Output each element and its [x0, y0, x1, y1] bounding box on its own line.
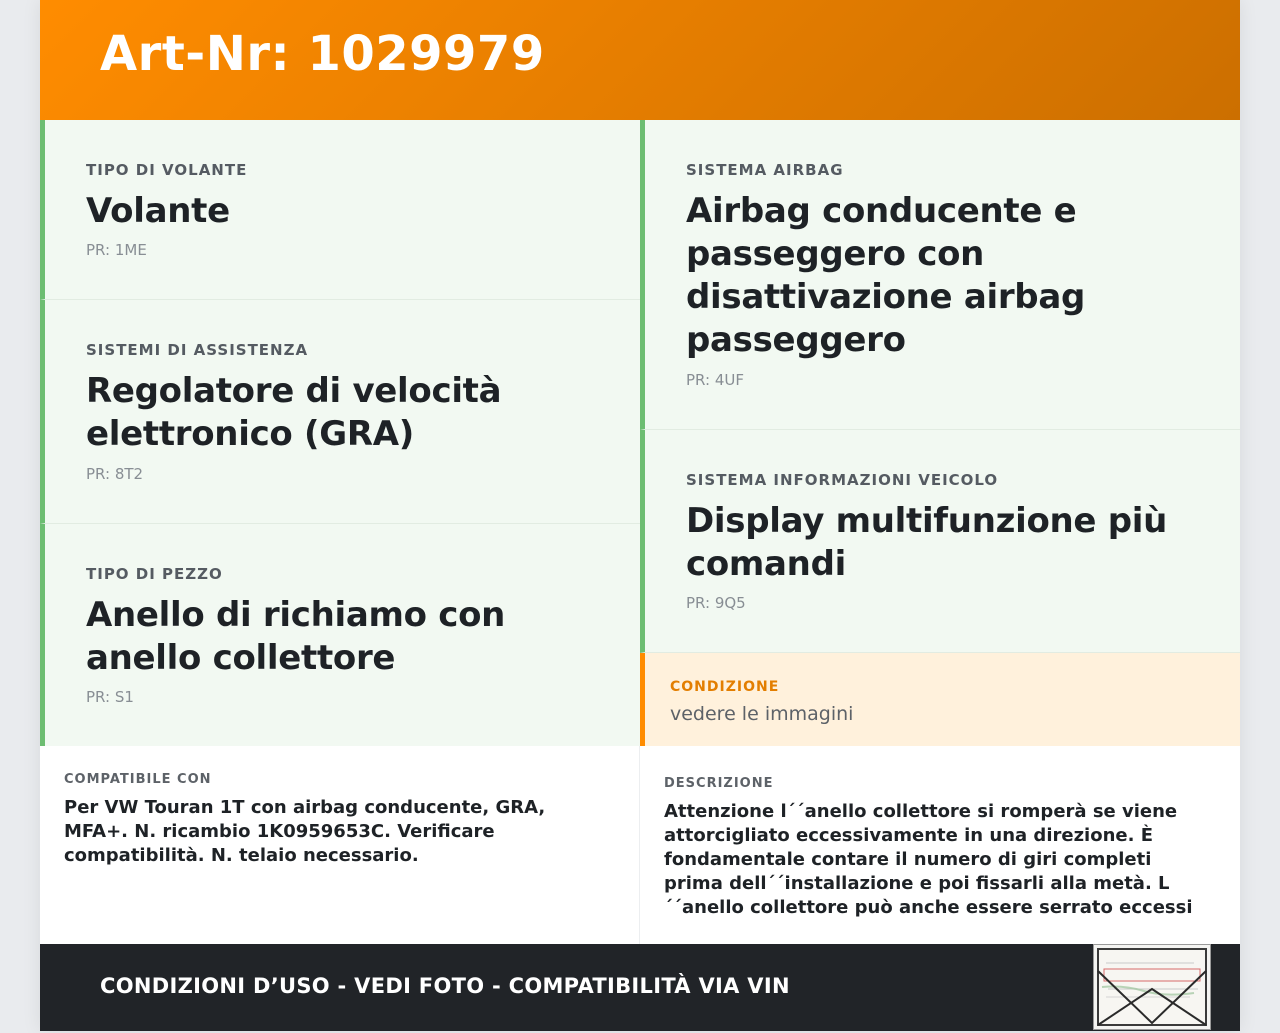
stamp-graphic: [1094, 945, 1210, 1029]
spec-label: TIPO DI VOLANTE: [86, 161, 248, 179]
spec-card-airbag: [640, 120, 1240, 430]
spec-card-steering-type: [40, 120, 640, 300]
compatibility-text: Per VW Touran 1T con airbag conducente, GRA, MFA+. N. ricambio 1K0959653C. Verificare compatibilità. N. telaio necessario.: [64, 797, 546, 866]
spec-value: Volante: [86, 191, 230, 231]
spec-pr-code: PR: 8T2: [86, 465, 144, 483]
footer-bar: [40, 944, 1240, 1031]
spec-value: Airbag conducente e passeggero con disattivazione airbag passeggero: [686, 191, 1086, 360]
spec-value: Anello di richiamo con anello collettore: [86, 595, 506, 678]
spec-pr-code: PR: 9Q5: [686, 594, 746, 612]
spec-label: SISTEMI DI ASSISTENZA: [86, 341, 309, 359]
compatibility-label: COMPATIBILE CON: [64, 772, 212, 787]
spec-value: Display multifunzione più comandi: [686, 501, 1168, 584]
spec-card-vehicle-info: [640, 430, 1240, 653]
description-section: [640, 746, 1240, 944]
article-number-title: Art-Nr: 1029979: [100, 26, 545, 82]
spec-card-assistance: [40, 300, 640, 524]
condition-box: [640, 653, 1240, 750]
spec-pr-code: PR: 1ME: [86, 241, 147, 259]
spec-pr-code: PR: S1: [86, 688, 134, 706]
spec-pr-code: PR: 4UF: [686, 371, 744, 389]
spec-label: TIPO DI PEZZO: [86, 565, 223, 583]
description-label: DESCRIZIONE: [664, 776, 774, 791]
spec-value: Regolatore di velocità elettronico (GRA): [86, 371, 502, 454]
product-sheet: [40, 0, 1240, 1031]
mail-envelope-icon: [1093, 944, 1211, 1030]
header-banner: [40, 0, 1240, 120]
spec-label: SISTEMA AIRBAG: [686, 161, 844, 179]
description-text: Attenzione l´´anello collettore si romperà se viene attorcigliato eccessivamente in una direzione. È fondamentale contare il numero di giri completi prima dell´´installazione e poi fissarli alla metà. L´´anello collettore può anche essere serrato eccessi: [664, 801, 1193, 918]
spec-card-part-type: [40, 524, 640, 747]
footer-note: CONDIZIONI D’USO - VEDI FOTO - COMPATIBILITÀ VIA VIN: [100, 974, 790, 998]
condition-value: vedere le immagini: [670, 703, 854, 725]
compatibility-section: [40, 746, 640, 944]
condition-label: CONDIZIONE: [670, 679, 780, 695]
spec-label: SISTEMA INFORMAZIONI VEICOLO: [686, 471, 999, 489]
